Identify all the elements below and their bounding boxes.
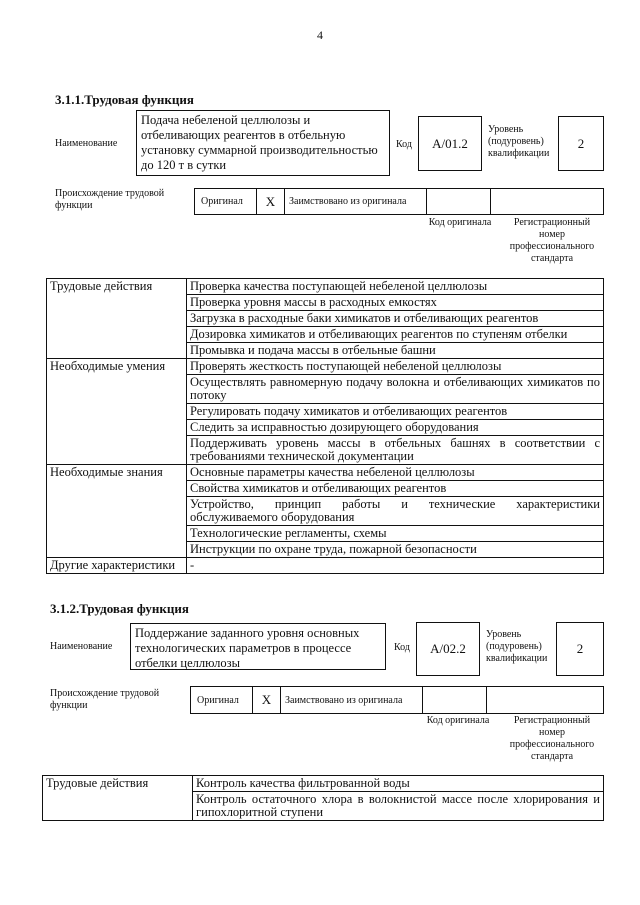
reg-number-cell (491, 189, 603, 214)
section-title: 3.1.1.Трудовая функция (55, 92, 194, 107)
level-label: Уровень (подуровень) квалификации (488, 124, 550, 159)
code-value-box: А/01.2 (418, 116, 482, 171)
reg-number-caption: Регистрационный номер профессионального стандарта (509, 715, 595, 762)
table-row: - (187, 558, 604, 574)
borrowed-label: Заимствовано из оригинала (285, 189, 427, 214)
table-row: Технологические регламенты, схемы (187, 526, 604, 542)
table-row: Проверка качества поступающей небеленой целлюлозы (187, 279, 604, 295)
table-row: Контроль качества фильтрованной воды (193, 776, 604, 792)
code-original-cell (427, 189, 491, 214)
category-cell: Трудовые действия (43, 776, 193, 792)
code-original-cell (423, 687, 487, 713)
original-label: Оригинал (191, 687, 253, 713)
table-row: Инструкции по охране труда, пожарной безопасности (187, 542, 604, 558)
table-row: Проверять жесткость поступающей небеленой целлюлозы (187, 359, 604, 375)
table-row: Следить за исправностью дозирующего оборудования (187, 420, 604, 436)
original-mark: X (253, 687, 281, 713)
table-row: Регулировать подачу химикатов и отбеливающих реагентов (187, 404, 604, 420)
category-cell: Трудовые действия (47, 279, 187, 295)
origin-row (190, 686, 604, 714)
table-row: Проверка уровня массы в расходных емкостях (187, 295, 604, 311)
reg-number-caption: Регистрационный номер профессионального стандарта (509, 217, 595, 264)
origin-row (194, 188, 604, 215)
table-row: Устройство, принцип работы и технические характеристики обслуживаемого оборудования (187, 497, 604, 526)
category-cell: Необходимые умения (47, 359, 187, 375)
table-row: Дозировка химикатов и отбеливающих реагентов по ступеням отбелки (187, 327, 604, 343)
original-mark: X (257, 189, 285, 214)
category-cell: Другие характеристики (47, 558, 187, 574)
code-original-caption: Код оригинала (428, 217, 492, 228)
borrowed-label: Заимствовано из оригинала (281, 687, 423, 713)
function-name-box: Подача небеленой целлюлозы и отбеливающих реагентов в отбельную установку суммарной производительностью до 120 т в сутки (136, 110, 390, 176)
code-value-box: А/02.2 (416, 622, 480, 676)
origin-label: Происхождение трудовой функции (55, 188, 165, 211)
table-row: Осуществлять равномерную подачу волокна и отбеливающих химикатов по потоку (187, 375, 604, 404)
section-title: 3.1.2.Трудовая функция (50, 601, 189, 616)
table-row: Промывка и подача массы в отбельные башни (187, 343, 604, 359)
name-label: Наименование (50, 641, 113, 652)
code-original-caption: Код оригинала (426, 715, 490, 726)
code-label: Код (396, 139, 412, 150)
level-value-box: 2 (558, 116, 604, 171)
level-value-box: 2 (556, 622, 604, 676)
table-row: Поддерживать уровень массы в отбельных башнях в соответствии с требованиями технической документации (187, 436, 604, 465)
name-label: Наименование (55, 138, 118, 149)
function-name-box: Поддержание заданного уровня основных технологических параметров в процессе отбелки целлюлозы (130, 623, 386, 670)
category-cell: Необходимые знания (47, 465, 187, 481)
code-label: Код (394, 642, 410, 653)
origin-label: Происхождение трудовой функции (50, 688, 160, 711)
page-number: 4 (317, 28, 323, 42)
table-row: Свойства химикатов и отбеливающих реагентов (187, 481, 604, 497)
requirements-table (42, 775, 604, 821)
reg-number-cell (487, 687, 603, 713)
requirements-table (46, 278, 604, 574)
original-label: Оригинал (195, 189, 257, 214)
table-row: Загрузка в расходные баки химикатов и отбеливающих реагентов (187, 311, 604, 327)
level-label: Уровень (подуровень) квалификации (486, 629, 548, 664)
table-row: Контроль остаточного хлора в волокнистой массе после хлорирования и гипохлоритной ступени (193, 792, 604, 821)
table-row: Основные параметры качества небеленой целлюлозы (187, 465, 604, 481)
